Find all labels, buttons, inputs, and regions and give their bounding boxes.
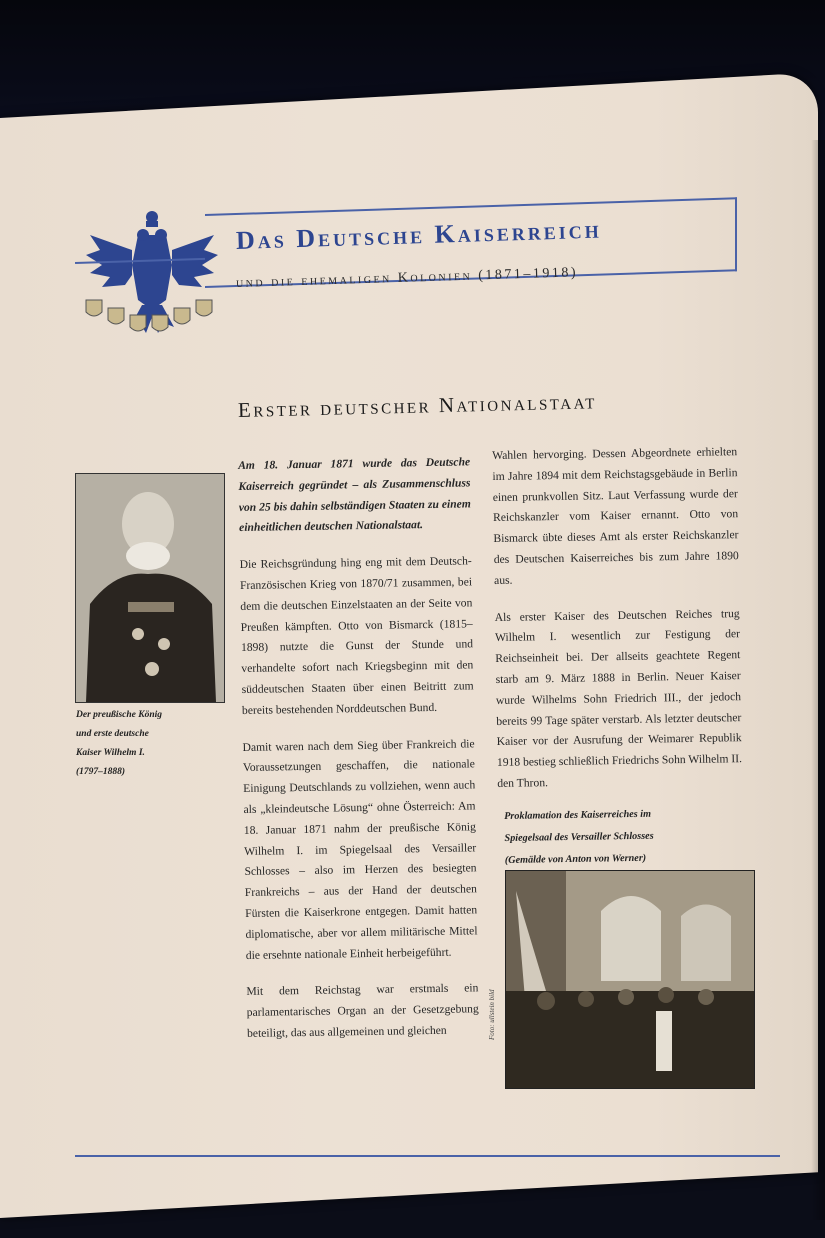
portrait-illustration xyxy=(76,474,224,702)
section-heading: Erster deutscher Nationalstaat xyxy=(237,389,598,422)
article-right-column xyxy=(492,442,743,811)
article-paragraph: Mit dem Reichstag war erstmals ein parlamentarisches Organ an der Gesetzgebung beteiligt, das aus allgemeinen und gleichen xyxy=(246,981,479,1040)
portrait-caption xyxy=(76,706,216,782)
portrait-caption-line: Der preußische König xyxy=(76,710,163,720)
article-paragraph: Die Reichsgründung hing eng mit dem Deutsch-Französischen Krieg von 1870/71 zusammen, bei dem die deutschen Einzelstaaten an der Seite von Preußen kämpften. Otto von Bismarck (1815–1898) nutzte die Gunst der Stunde und verhandelte sofort nach Kriegsbeginn mit den süddeutschen Staaten über einen Beitritt zum bereits bestehenden Norddeutschen Bund. xyxy=(239,554,474,717)
page-subtitle: und die ehemaligen Kolonien (1871–1918) xyxy=(235,265,579,291)
proclamation-painting xyxy=(505,870,755,1089)
article-left-column xyxy=(238,452,479,1060)
painting-caption-line: (Gemälde von Anton von Werner) xyxy=(504,852,647,866)
portrait-caption-line: und erste deutsche xyxy=(76,729,149,739)
portrait-photo xyxy=(75,473,225,703)
painting-caption xyxy=(504,802,745,872)
article-paragraph: Damit waren nach dem Sieg über Frankreich die Voraussetzungen geschaffen, die nationale Einigung Deutschlands zu vollziehen, wenn auch als „kleindeutsche Lösung“ ohne Österreich: Am 18. Januar 1871 nahm der preußische König Wilhelm I. im Spiegelsaal des Versailler Schlosses – also im Herzen des besiegten Frankreichs – aus der Hand der deutschen Fürsten die Kaiserkrone entgegen. Damit hatten diplomatische, aber vor allem militärische Mittel die ersehnte nationale Einheit herbeigeführt. xyxy=(242,736,478,962)
photo-credit: Foto: ullstein bild xyxy=(488,989,496,1040)
footer-rule xyxy=(75,1155,780,1157)
painting-caption-line: Proklamation des Kaiserreiches im xyxy=(504,808,652,822)
page-edge-shadow xyxy=(811,140,825,1220)
page-title: Das Deutsche Kaiserreich xyxy=(235,214,603,255)
portrait-caption-line: Kaiser Wilhelm I. xyxy=(76,748,145,758)
article-paragraph: Wahlen hervorging. Dessen Abgeordnete erhielten im Jahre 1894 mit dem Reichstagsgebäude in Berlin einen prunkvollen Sitz. Laut Verfassung wurde der Reichskanzler vom Kaiser ernannt. Otto von Bismarck übte dieses Amt als erster Reichskanzler des Deutschen Kaiserreiches bis zum Jahre 1890 aus. xyxy=(492,445,739,587)
article-paragraph: Als erster Kaiser des Deutschen Reiches trug Wilhelm I. wesentlich zur Festigung der Reichseinheit bei. Der allseits geachtete Regent starb am 9. März 1888 in Berlin. Neuer Kaiser wurde Wilhelms Sohn Friedrich III., der jedoch bereits 99 Tage später verstarb. Als letzter deutscher Kaiser vor der Ausrufung der Weimarer Republik 1918 bestieg schließlich Friedrichs Sohn Wilhelm II. den Thron. xyxy=(494,606,743,790)
article-lead: Am 18. Januar 1871 wurde das Deutsche Kaiserreich gegründet – als Zusammenschluss von 25 bis dahin selbständigen Staaten zu einem einheitlichen deutschen Nationalstaat. xyxy=(238,455,471,535)
portrait-caption-line: (1797–1888) xyxy=(76,767,126,777)
painting-illustration xyxy=(506,871,754,1088)
painting-caption-line: Spiegelsaal des Versailler Schlosses xyxy=(504,830,654,844)
